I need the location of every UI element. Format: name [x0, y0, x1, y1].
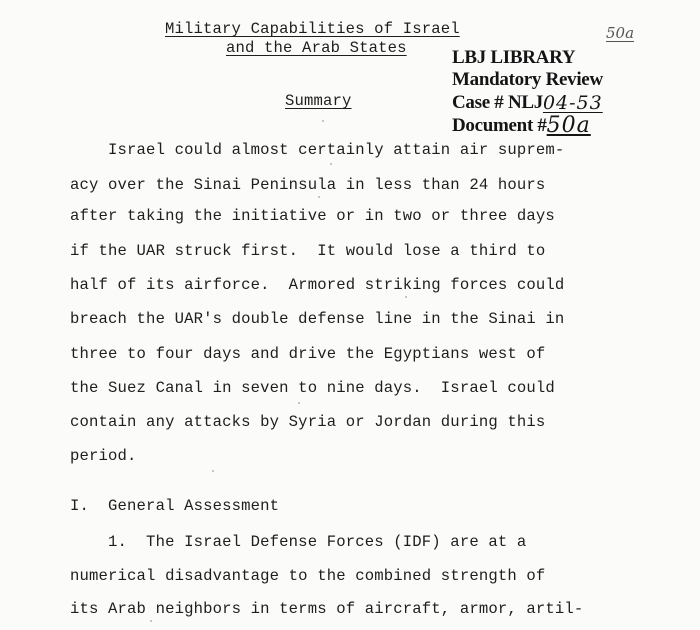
scan-speck — [318, 196, 320, 198]
section-one-line: its Arab neighbors in terms of aircraft, armor, artil- — [70, 600, 584, 618]
stamp-case-value: 04-53 — [542, 92, 603, 114]
scan-speck — [212, 470, 214, 472]
summary-line: contain any attacks by Syria or Jordan during this — [70, 413, 546, 431]
section-heading-general-assessment: I. General Assessment — [70, 497, 280, 515]
section-one-line: numerical disadvantage to the combined strength of — [70, 567, 546, 585]
summary-line: if the UAR struck first. It would lose a third to — [70, 242, 546, 260]
handwritten-corner-note: 50a — [606, 24, 635, 42]
lbj-library-review-stamp — [452, 47, 603, 137]
summary-line: three to four days and drive the Egyptians west of — [70, 345, 546, 363]
document-title-line-2: and the Arab States — [226, 39, 407, 57]
stamp-line-library: LBJ LIBRARY — [452, 47, 576, 68]
scan-speck — [298, 402, 300, 404]
summary-line: half of its airforce. Armored striking forces could — [70, 276, 565, 294]
summary-line: after taking the initiative or in two or three days — [70, 207, 555, 225]
summary-line: period. — [70, 447, 137, 465]
summary-line: breach the UAR's double defense line in the Sinai in — [70, 310, 565, 328]
summary-line: Israel could almost certainly attain air suprem- — [70, 141, 565, 159]
stamp-line-document — [452, 114, 603, 137]
stamp-line-mandatory-review: Mandatory Review — [452, 69, 603, 90]
summary-line: acy over the Sinai Peninsula in less than 24 hours — [70, 176, 546, 194]
stamp-case-label: Case # NLJ — [452, 92, 543, 113]
scan-speck — [330, 163, 332, 165]
section-one-line: 1. The Israel Defense Forces (IDF) are at a — [70, 533, 527, 551]
summary-line: the Suez Canal in seven to nine days. Israel could — [70, 379, 555, 397]
stamp-document-label: Document # — [452, 115, 547, 136]
scan-speck — [405, 296, 407, 298]
summary-heading: Summary — [285, 92, 352, 110]
scan-speck — [150, 620, 152, 622]
scan-speck — [322, 120, 324, 122]
document-title-line-1: Military Capabilities of Israel — [165, 20, 460, 38]
stamp-document-value: 50a — [546, 113, 591, 138]
stamp-line-case — [452, 91, 603, 114]
